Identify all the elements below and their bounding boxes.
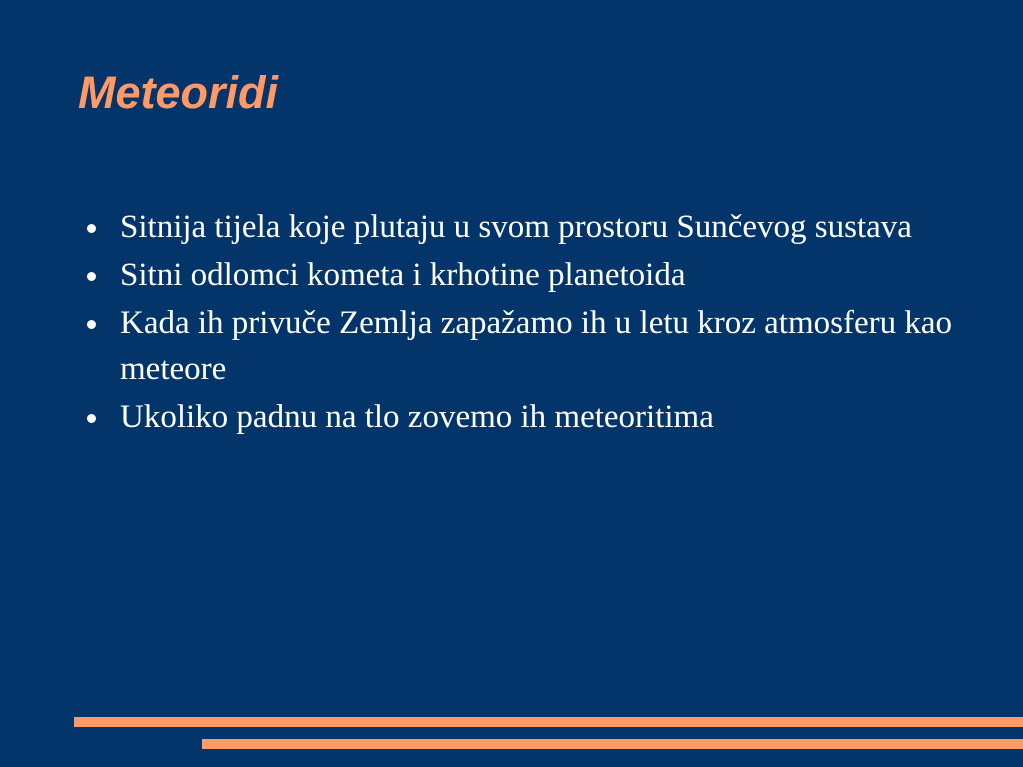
bullet-dot-icon — [87, 320, 96, 329]
bullet-list — [84, 204, 984, 442]
bullet-dot-icon — [87, 224, 96, 233]
bullet-text: Sitni odlomci kometa i krhotine planetoida — [120, 257, 686, 293]
bullet-item — [84, 300, 984, 392]
bullet-dot-icon — [87, 272, 96, 281]
bullet-text: Ukoliko padnu na tlo zovemo ih meteoritima — [120, 399, 714, 435]
bullet-text: Sitnija tijela koje plutaju u svom prostoru Sunčevog sustava — [120, 209, 912, 245]
decorative-bar-top — [74, 717, 1023, 727]
bullet-item — [84, 252, 984, 298]
decorative-bar-bottom — [202, 739, 1023, 749]
bullet-dot-icon — [87, 414, 96, 423]
bullet-item — [84, 204, 984, 250]
bullet-item — [84, 394, 984, 440]
slide-title: Meteoridi — [78, 67, 279, 118]
bullet-text: Kada ih privuče Zemlja zapažamo ih u letu kroz atmosferu kao meteore — [120, 305, 952, 387]
